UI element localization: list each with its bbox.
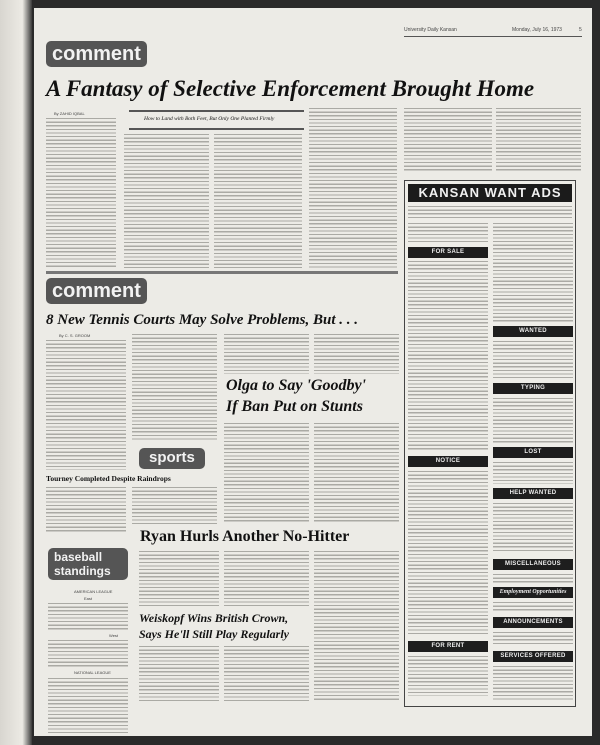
article-body-text bbox=[496, 108, 581, 173]
headline-tennis-courts: 8 New Tennis Courts May Solve Problems, But . . . bbox=[46, 312, 358, 328]
category-typing: TYPING bbox=[493, 383, 573, 394]
category-for-rent: FOR RENT bbox=[408, 641, 488, 652]
article-body-text bbox=[46, 487, 126, 532]
ad-text bbox=[493, 462, 573, 484]
headline-olga-1: Olga to Say 'Goodby' bbox=[226, 377, 366, 394]
ad-text bbox=[408, 261, 488, 451]
ad-text bbox=[408, 471, 488, 636]
byline: By C. S. GROOM bbox=[59, 333, 91, 338]
article-body-text bbox=[139, 646, 219, 701]
headline-weiskopf-1: Weiskopf Wins British Crown, bbox=[139, 611, 289, 625]
sports-badge: sports bbox=[139, 448, 205, 469]
article-body-text bbox=[124, 134, 209, 268]
ad-text bbox=[493, 632, 573, 646]
article-body-text bbox=[309, 108, 397, 268]
article-body-text bbox=[224, 551, 309, 606]
ad-text bbox=[493, 341, 573, 379]
article-body-text bbox=[404, 108, 492, 173]
division-label: West bbox=[109, 633, 119, 638]
category-for-sale: FOR SALE bbox=[408, 247, 488, 258]
category-lost: LOST bbox=[493, 447, 573, 458]
category-wanted: WANTED bbox=[493, 326, 573, 337]
masthead-rule bbox=[404, 36, 582, 37]
article-body-text bbox=[224, 423, 309, 523]
baseball-standings-badge bbox=[48, 548, 128, 580]
article-body-text bbox=[314, 334, 399, 374]
headline-fantasy: A Fantasy of Selective Enforcement Brought Home bbox=[46, 76, 535, 101]
article-body-text bbox=[214, 134, 302, 268]
page-number: 5 bbox=[579, 27, 582, 33]
badge-line: baseball bbox=[54, 550, 103, 564]
masthead-paper-name: University Daily Kansan bbox=[404, 27, 457, 33]
headline-tourney: Tourney Completed Despite Raindrops bbox=[46, 474, 171, 483]
article-body-text bbox=[132, 487, 217, 525]
subhead-rule bbox=[129, 110, 304, 112]
category-employment: Employment Opportunities bbox=[493, 587, 573, 598]
ad-text bbox=[493, 223, 573, 323]
league-label: NATIONAL LEAGUE bbox=[74, 670, 111, 675]
division-label: East bbox=[84, 596, 93, 601]
subhead-rule bbox=[129, 128, 304, 130]
article-body-text bbox=[224, 646, 309, 701]
badge-line: standings bbox=[54, 564, 111, 578]
adjacent-page-edge bbox=[0, 0, 32, 745]
comment-badge: comment bbox=[46, 278, 147, 304]
ad-text bbox=[493, 666, 573, 701]
category-help-wanted: HELP WANTED bbox=[493, 488, 573, 499]
category-services-offered: SERVICES OFFERED bbox=[493, 651, 573, 662]
article-body-text bbox=[46, 340, 126, 470]
category-notice: NOTICE bbox=[408, 456, 488, 467]
ad-text bbox=[493, 602, 573, 613]
ad-text bbox=[408, 656, 488, 696]
ad-text bbox=[493, 503, 573, 553]
section-divider bbox=[46, 271, 398, 274]
masthead-date: Monday, July 16, 1973 bbox=[512, 27, 562, 33]
newspaper-page bbox=[34, 8, 592, 736]
article-body-text bbox=[224, 334, 309, 374]
standings-table bbox=[48, 603, 128, 631]
article-body-text bbox=[314, 423, 399, 523]
article-body-text bbox=[139, 551, 219, 606]
headline-olga-2: If Ban Put on Stunts bbox=[226, 398, 363, 415]
want-ads-box bbox=[404, 180, 576, 707]
article-body-text bbox=[132, 334, 217, 442]
headline-ryan: Ryan Hurls Another No-Hitter bbox=[140, 528, 350, 545]
category-announcements: ANNOUNCEMENTS bbox=[493, 617, 573, 628]
rates-text bbox=[408, 206, 572, 218]
headline-weiskopf-2: Says He'll Still Play Regularly bbox=[139, 627, 289, 641]
article-body-text bbox=[314, 551, 399, 701]
standings-table bbox=[48, 640, 128, 667]
ad-text bbox=[493, 574, 573, 583]
subhead: How to Land with Both Feet, But Only One Planted Firmly bbox=[144, 116, 275, 122]
league-label: AMERICAN LEAGUE bbox=[74, 589, 113, 594]
ad-text bbox=[493, 398, 573, 443]
byline: By ZAHID IQBAL bbox=[54, 111, 85, 116]
ad-text bbox=[408, 223, 488, 243]
article-body-text bbox=[46, 118, 116, 268]
comment-badge: comment bbox=[46, 41, 147, 67]
want-ads-title: KANSAN WANT ADS bbox=[408, 184, 572, 202]
standings-table bbox=[48, 678, 128, 733]
category-miscellaneous: MISCELLANEOUS bbox=[493, 559, 573, 570]
